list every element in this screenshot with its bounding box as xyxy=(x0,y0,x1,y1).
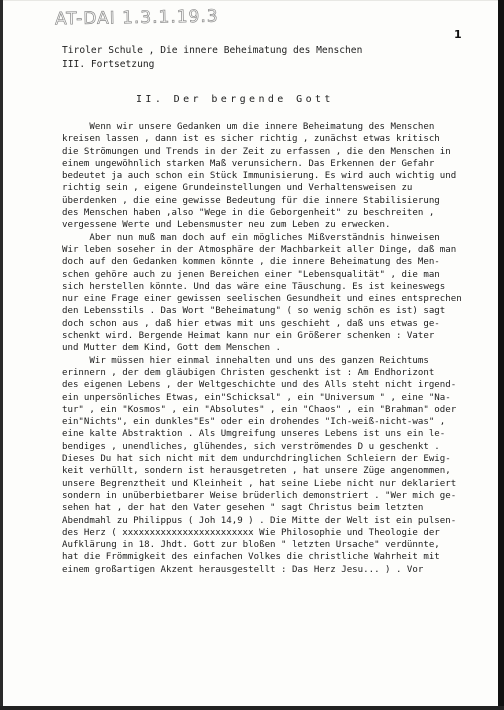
chapter-title: II. Der bergende Gott xyxy=(136,94,334,105)
header-line-title: Tiroler Schule , Die innere Beheimatung des Menschen xyxy=(62,45,363,56)
text-line: bendiges , unendliches, glühendes, sich verströmendes D u geschenkt . xyxy=(62,441,440,452)
text-line: vergessene Werte und Lebensmuster neu zum Leben zu erwecken. xyxy=(62,220,391,231)
text-line: richtig sein , eigene Grundeinstellungen und Verhaltensweisen zu xyxy=(62,183,413,194)
text-line: nur eine Frage einer gewissen seelischen Gesundheit und eines entsprechen xyxy=(62,294,462,305)
text-line: des Menschen haben ,also "Wege in die Geborgenheit" zu beschreiten , xyxy=(62,208,435,219)
text-line: sondern in unüberbietbarer Weise brüderlich demonstriert . "Wer mich ge- xyxy=(62,490,457,501)
text-line: eine kalte Abstraktion . Als Umgreifung unseres Lebens ist uns ein le- xyxy=(62,429,446,440)
document-header xyxy=(62,44,362,72)
page-number: 1 xyxy=(454,28,462,41)
text-line: des Herz ( xxxxxxxxxxxxxxxxxxxxxxxx Wie Philosophie und Theologie der xyxy=(62,527,440,538)
text-line: Wir müssen hier einmal innehalten und uns des ganzen Reichtums xyxy=(62,355,429,366)
header-line-part: III. Fortsetzung xyxy=(62,59,155,70)
text-line: doch schon aus , daß hier etwas mit uns geschieht , daß uns etwas ge- xyxy=(62,318,440,329)
text-line: den Lebensstils . Das Wort "Beheimatung" ( so wenig schön es ist) sagt xyxy=(62,306,446,317)
text-line: schen gehöre auch zu jenen Bereichen einer "Lebensqualität" , die man xyxy=(62,269,440,280)
archive-stamp: AT-DAI 1.3.1.19.3 xyxy=(54,6,219,30)
text-line: einem ungewöhnlich starken Maß verunsichern. Das Erkennen der Gefahr xyxy=(62,158,435,169)
paragraph xyxy=(62,355,474,576)
text-line: Wenn wir unsere Gedanken um die innere Beheimatung des Menschen xyxy=(62,122,435,132)
text-line: unsere Begrenztheit und Kleinheit , hat seine Liebe nicht nur deklariert xyxy=(62,478,457,489)
text-line: überdenken , die eine gewisse Bedeutung für die innere Stabilisierung xyxy=(62,195,440,206)
text-line: doch auf den Gedanken kommen könnte , die innere Beheimatung des Men- xyxy=(62,257,440,268)
scan-edge-bottom xyxy=(0,706,504,710)
text-line: tur" , ein "Kosmos" , ein "Absolutes" , ein "Chaos" , ein "Brahman" oder xyxy=(62,404,457,415)
text-line: sich herstellen könnte. Und das wäre eine Täuschung. Es ist keineswegs xyxy=(62,281,446,292)
text-line: Aufklärung in 18. Jhdt. Gott zur bloßen " letzten Ursache" verdünnte, xyxy=(62,540,440,551)
text-line: Abendmahl zu Philippus ( Joh 14,9 ) . Die Mitte der Welt ist ein pulsen- xyxy=(62,515,457,526)
scan-edge-right xyxy=(498,0,504,710)
scan-edge-left xyxy=(0,0,3,710)
text-line: ein"Nichts", ein dunkles"Es" oder ein drohendes "Ich-weiß-nicht-was" , xyxy=(62,417,446,428)
text-line: Dieses Du hat sich nicht mit dem undurchdringlichen Schleiern der Ewig- xyxy=(62,454,451,465)
text-line: die Strömungen und Trends in der Zeit zu erfassen , die den Menschen in xyxy=(62,146,451,157)
text-line: schenkt wird. Bergende Heimat kann nur ein Größerer schenken : Vater xyxy=(62,331,435,342)
paragraph xyxy=(62,121,474,232)
text-line: kreisen lassen , dann ist es sicher richtig , zunächst etwas kritisch xyxy=(62,134,440,145)
text-line: bedeutet ja auch schon ein Stück Immunisierung. Es wird auch wichtig und xyxy=(62,171,457,182)
text-line: einem großartigen Akzent herausgestellt : Das Herz Jesu... ) . Vor xyxy=(62,564,424,575)
text-line: des eigenen Lebens , der Weltgeschichte und des Alls steht nicht irgend- xyxy=(62,380,457,391)
text-line: und Mutter dem Kind, Gott dem Menschen . xyxy=(62,343,281,354)
text-line: erinnern , der dem gläubigen Christen geschenkt ist : Am Endhorizont xyxy=(62,367,435,378)
text-line: Aber nun muß man doch auf ein mögliches Mißverständnis hinweisen xyxy=(62,232,440,243)
text-line: hat die Frömmigkeit des einfachen Volkes die christliche Wahrheit mit xyxy=(62,552,440,563)
text-line: ein unpersönliches Etwas, ein"Schicksal" , ein "Universum " , eine "Na- xyxy=(62,392,451,403)
text-line: Wir leben soseher in der Atmosphäre der Machbarkeit aller Dinge, daß man xyxy=(62,244,457,255)
text-line: keit verhüllt, sondern ist herausgetreten , hat unsere Züge angenommen, xyxy=(62,466,451,477)
paragraph xyxy=(62,232,474,355)
text-line: sehen hat , der hat den Vater gesehen " sagt Christus beim letzten xyxy=(62,503,424,514)
body-text xyxy=(62,121,474,576)
